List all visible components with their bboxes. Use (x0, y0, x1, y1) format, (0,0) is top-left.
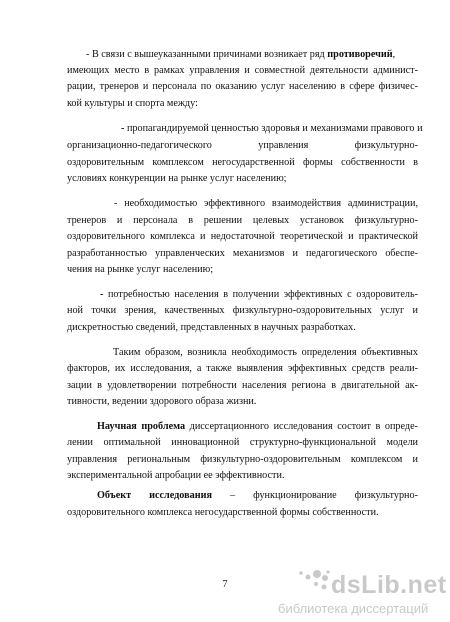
text-line (67, 453, 418, 466)
text-line (67, 64, 418, 77)
text-line (67, 172, 418, 185)
text-line (67, 506, 418, 519)
text-run: ной точки зрения, качественных физкультурно-оздоровительных услуг и (67, 305, 418, 316)
bold-text: противоречий (327, 49, 393, 60)
text-line (67, 362, 418, 375)
text-line (67, 97, 418, 110)
text-line (100, 288, 418, 301)
text-run: оздоровительным комплексом негосударственной формы собственности в (67, 157, 418, 168)
text-run: Таким образом, возникла необходимость определения объективных (113, 347, 418, 358)
text-line (114, 197, 418, 210)
text-line (67, 395, 418, 408)
text-line (67, 436, 418, 449)
text-run: - В связи с вышеуказанными причинами возникает ряд (86, 49, 328, 60)
text-line (67, 230, 418, 243)
text-line (67, 139, 418, 152)
text-run: оздоровительного комплекса негосударственной формы собственности. (67, 507, 379, 518)
text-line (67, 156, 418, 169)
dslib-logo-icon (268, 568, 330, 602)
text-run: чения на рынке услуг населению; (67, 264, 214, 275)
text-run: зации в удовлетворении потребности населения региона в двигательной ак- (67, 380, 418, 391)
text-line (67, 321, 418, 334)
text-run: кой культуры и спорта между: (67, 98, 198, 109)
text-run: лении оптимальной инновационной структурно-функциональной модели (67, 437, 418, 448)
text-run: оздоровительного комплекса и недостаточной теоретической и практической (67, 231, 418, 242)
text-line (97, 489, 418, 502)
text-line (97, 420, 418, 433)
text-run: управления региональным физкультурно-оздоровительным комплексом и (67, 454, 418, 465)
text-run: тренеров и персонала в решении целевых установок физкультурно- (67, 215, 418, 226)
text-run: , (392, 49, 396, 60)
text-line (67, 263, 418, 276)
text-line (67, 214, 418, 227)
text-run: дискретностью сведений, представленных в научных разработках. (67, 322, 356, 333)
text-run: пропагандируемой ценностью здоровья и механизмами правового и (126, 123, 423, 134)
bold-text: Объект исследования (97, 490, 212, 501)
text-line (67, 379, 418, 392)
watermark-subtitle: библиотека диссертаций (278, 601, 429, 616)
bold-text: - (121, 123, 127, 134)
text-run: диссертационного исследования состоит в опреде- (185, 421, 418, 432)
text-run: потребностью населения в получении эффективных с оздоровитель- (107, 289, 418, 300)
watermark-brand: dsLib.net (331, 571, 447, 599)
bold-text: Научная проблема (97, 421, 186, 432)
page-number: 7 (222, 579, 228, 590)
watermark (268, 568, 450, 618)
text-run: - необходимостью эффективного взаимодействия администрации, (114, 198, 418, 209)
text-run: экспериментальной апробации ее эффективности. (67, 470, 285, 481)
text-run: факторов, их исследования, а также выявления эффективных средств реали- (67, 363, 418, 374)
text-line (86, 48, 418, 61)
text-run: условиях конкуренции на рынке услуг населению; (67, 173, 287, 184)
text-line (67, 80, 418, 93)
text-line (67, 304, 418, 317)
text-run: – функционирование физкультурно- (211, 490, 418, 501)
text-run: имеющих место в рамках управления и совместной деятельности админист- (67, 65, 418, 76)
text-run: рации, тренеров и персонала по оказанию услуг населению в сфере физичес- (67, 81, 418, 92)
text-line (67, 247, 418, 260)
text-line (113, 346, 418, 359)
text-line (67, 469, 418, 482)
text-line (121, 122, 423, 135)
text-run: тивности, ведении здорового образа жизни. (67, 396, 257, 407)
bold-text: - (100, 289, 108, 300)
text-run: разработанностью управленческих механизмов и педагогического обеспе- (67, 248, 418, 259)
text-run: организационно-педагогического управления физкультурно- (67, 140, 418, 151)
